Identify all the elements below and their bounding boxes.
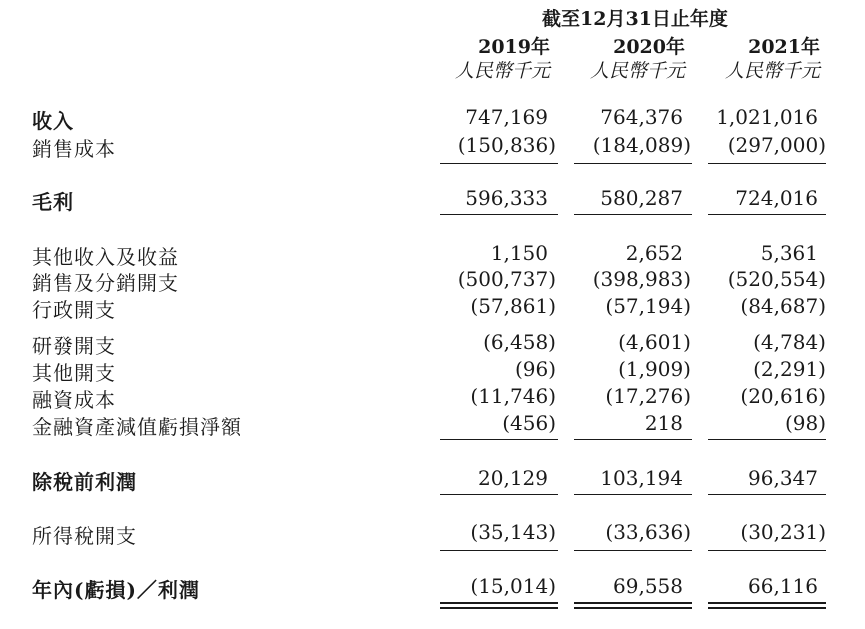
subtotal-rule [708, 163, 826, 164]
value-2021: (20,616) [740, 384, 826, 408]
value-2020: (57,194) [605, 294, 691, 318]
subtotal-rule [440, 439, 558, 440]
row-label: 銷售及分銷開支 [32, 271, 179, 295]
value-2021: (2,291) [753, 357, 826, 381]
row-label: 其他收入及收益 [32, 245, 179, 269]
subtotal-rule [574, 163, 692, 164]
subtotal-rule [440, 214, 558, 215]
value-2021: (84,687) [740, 294, 826, 318]
row-rnd-expenses [0, 330, 865, 356]
value-2020: (184,089) [592, 133, 691, 157]
row-label: 除稅前利潤 [32, 470, 137, 494]
row-net-profit-loss [0, 574, 865, 600]
value-2021: (297,000) [727, 133, 826, 157]
value-2021: (98) [784, 411, 826, 435]
row-label: 年內(虧損)／利潤 [32, 578, 200, 602]
year-header-2019: 2019年 [478, 36, 550, 58]
row-selling-expenses [0, 267, 865, 293]
row-other-expenses [0, 357, 865, 383]
subtotal-rule [440, 550, 558, 551]
value-2021: 724,016 [735, 186, 818, 210]
value-2020: 764,376 [600, 105, 683, 129]
unit-header-2019: 人民幣千元 [454, 60, 550, 82]
subtotal-rule [708, 214, 826, 215]
row-finance-costs [0, 384, 865, 410]
row-cost-of-sales [0, 133, 865, 159]
value-2019: 1,150 [490, 241, 548, 265]
value-2019: (35,143) [470, 520, 556, 544]
row-label: 其他開支 [32, 361, 116, 385]
subtotal-rule [574, 439, 692, 440]
total-double-rule [440, 602, 558, 604]
subtotal-rule [574, 494, 692, 495]
year-header-2020: 2020年 [613, 36, 685, 58]
value-2019: (57,861) [470, 294, 556, 318]
row-label: 毛利 [32, 190, 74, 214]
subtotal-rule [708, 439, 826, 440]
year-header-2021: 2021年 [748, 36, 820, 58]
value-2019: (150,836) [457, 133, 556, 157]
subtotal-rule [708, 494, 826, 495]
row-label: 融資成本 [32, 388, 116, 412]
row-other-income [0, 241, 865, 267]
total-double-rule [574, 602, 692, 604]
row-impairment-losses [0, 411, 865, 437]
row-label: 收入 [32, 109, 74, 133]
subtotal-rule [708, 550, 826, 551]
row-revenue [0, 105, 865, 131]
value-2019: (456) [502, 411, 556, 435]
value-2021: 1,021,016 [716, 105, 818, 129]
unit-header-2020: 人民幣千元 [589, 60, 685, 82]
row-label: 所得稅開支 [32, 524, 137, 548]
row-label: 行政開支 [32, 298, 116, 322]
total-double-rule [440, 607, 558, 609]
row-label: 銷售成本 [32, 137, 116, 161]
value-2021: 5,361 [760, 241, 818, 265]
row-gross-profit [0, 186, 865, 212]
total-double-rule [708, 602, 826, 604]
value-2021: (520,554) [727, 267, 826, 291]
value-2019: 596,333 [465, 186, 548, 210]
value-2019: (11,746) [470, 384, 556, 408]
value-2019: (96) [514, 357, 556, 381]
value-2020: (33,636) [605, 520, 691, 544]
value-2021: (30,231) [740, 520, 826, 544]
value-2020: 580,287 [600, 186, 683, 210]
subtotal-rule [440, 494, 558, 495]
total-double-rule [574, 607, 692, 609]
value-2021: 66,116 [748, 574, 818, 598]
value-2020: (398,983) [592, 267, 691, 291]
value-2020: (17,276) [605, 384, 691, 408]
row-label: 金融資產減值虧損淨額 [32, 415, 242, 439]
row-label: 研發開支 [32, 334, 116, 358]
total-double-rule [708, 607, 826, 609]
value-2019: 20,129 [478, 466, 548, 490]
value-2020: (1,909) [618, 357, 691, 381]
row-admin-expenses [0, 294, 865, 320]
value-2019: (500,737) [457, 267, 556, 291]
value-2020: 2,652 [625, 241, 683, 265]
value-2021: (4,784) [753, 330, 826, 354]
value-2019: (6,458) [483, 330, 556, 354]
value-2020: 218 [644, 411, 683, 435]
value-2021: 96,347 [748, 466, 818, 490]
value-2020: 103,194 [600, 466, 683, 490]
value-2019: 747,169 [465, 105, 548, 129]
value-2020: (4,601) [618, 330, 691, 354]
period-header: 截至12月31日止年度 [542, 8, 728, 30]
subtotal-rule [574, 550, 692, 551]
subtotal-rule [440, 163, 558, 164]
subtotal-rule [574, 214, 692, 215]
value-2019: (15,014) [470, 574, 556, 598]
row-income-tax [0, 520, 865, 546]
value-2020: 69,558 [613, 574, 683, 598]
unit-header-2021: 人民幣千元 [724, 60, 820, 82]
row-profit-before-tax [0, 466, 865, 492]
